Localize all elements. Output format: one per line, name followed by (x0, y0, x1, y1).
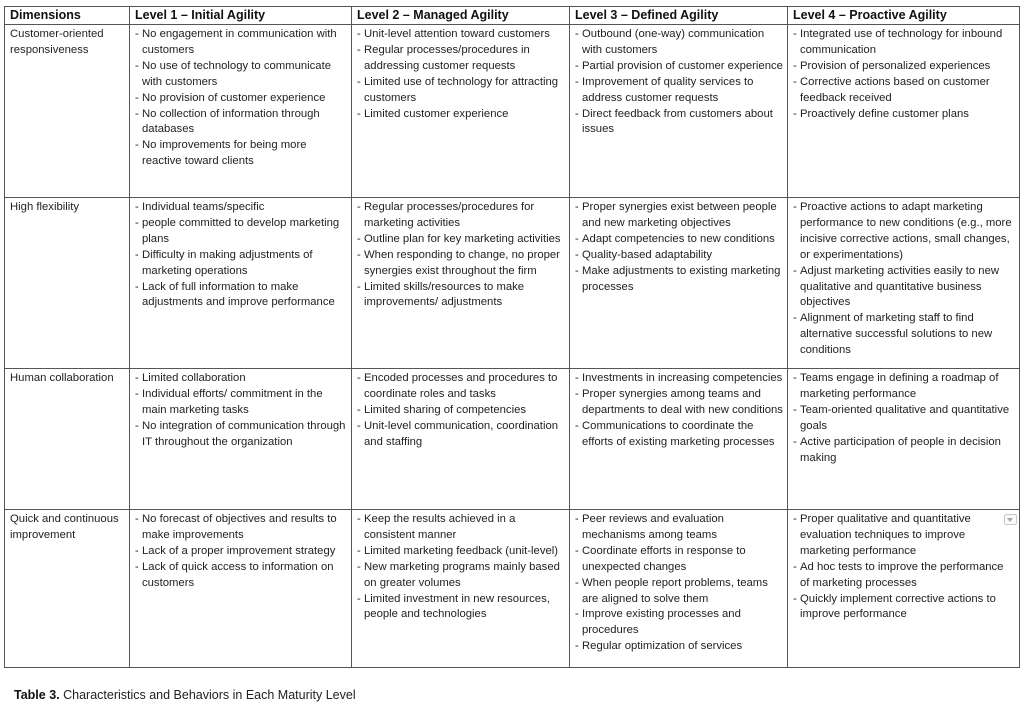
list-item: - Quality-based adaptability (575, 248, 783, 264)
level-cell (570, 369, 788, 510)
header-level-3: Level 3 – Defined Agility (570, 7, 788, 25)
list-item: - Team-oriented qualitative and quantitative goals (793, 403, 1015, 435)
list-item: - Adapt competencies to new conditions (575, 232, 783, 248)
list-item: - Ad hoc tests to improve the performance of marketing processes (793, 560, 1015, 592)
level-cell (788, 510, 1020, 668)
list-item: - Limited use of technology for attracting customers (357, 75, 565, 107)
level-cell (352, 510, 570, 668)
list-item: - Improvement of quality services to address customer requests (575, 75, 783, 107)
level-cell (130, 198, 352, 369)
list-item: - Communications to coordinate the efforts of existing marketing processes (575, 419, 783, 451)
list-item: - No integration of communication through IT throughout the organization (135, 419, 347, 451)
list-item: - Regular processes/procedures for marketing activities (357, 200, 565, 232)
table-row (5, 369, 1020, 510)
list-item: - Encoded processes and procedures to coordinate roles and tasks (357, 371, 565, 403)
list-item: - Quickly implement corrective actions to improve performance (793, 592, 1015, 624)
header-level-4: Level 4 – Proactive Agility (788, 7, 1020, 25)
list-item: - Lack of full information to make adjustments and improve performance (135, 280, 347, 312)
level-cell (570, 198, 788, 369)
list-item: - Proper synergies among teams and departments to deal with new conditions (575, 387, 783, 419)
level-cell (352, 25, 570, 198)
list-item: - people committed to develop marketing plans (135, 216, 347, 248)
maturity-table (4, 6, 1020, 668)
level-cell (788, 198, 1020, 369)
table-row (5, 25, 1020, 198)
table-row (5, 510, 1020, 668)
table-row (5, 198, 1020, 369)
list-item: - Regular processes/procedures in addressing customer requests (357, 43, 565, 75)
level-cell (130, 25, 352, 198)
list-item: - Improve existing processes and procedures (575, 607, 783, 639)
level-cell (788, 25, 1020, 198)
header-level-2: Level 2 – Managed Agility (352, 7, 570, 25)
list-item: - Limited collaboration (135, 371, 347, 387)
list-item: - When people report problems, teams are aligned to solve them (575, 576, 783, 608)
list-item: - New marketing programs mainly based on greater volumes (357, 560, 565, 592)
list-item: - Proper synergies exist between people and new marketing objectives (575, 200, 783, 232)
list-item: - Limited sharing of competencies (357, 403, 565, 419)
table-header-row (5, 7, 1020, 25)
level-cell (570, 510, 788, 668)
list-item: - Outline plan for key marketing activities (357, 232, 565, 248)
list-item: - When responding to change, no proper synergies exist throughout the firm (357, 248, 565, 280)
list-item: - Direct feedback from customers about issues (575, 107, 783, 139)
list-item: - Individual efforts/ commitment in the main marketing tasks (135, 387, 347, 419)
list-item: - No engagement in communication with customers (135, 27, 347, 59)
list-item: - Integrated use of technology for inbound communication (793, 27, 1015, 59)
list-item: - Lack of a proper improvement strategy (135, 544, 347, 560)
list-item: - Coordinate efforts in response to unexpected changes (575, 544, 783, 576)
list-item: - Outbound (one-way) communication with customers (575, 27, 783, 59)
list-item: - Keep the results achieved in a consistent manner (357, 512, 565, 544)
list-item: - Limited investment in new resources, people and technologies (357, 592, 565, 624)
level-cell (130, 510, 352, 668)
level-cell (788, 369, 1020, 510)
list-item: - Partial provision of customer experience (575, 59, 783, 75)
list-item: - Limited customer experience (357, 107, 565, 123)
header-dimensions: Dimensions (5, 7, 130, 25)
caption-label: Table 3. (14, 688, 60, 702)
table-caption (14, 688, 356, 702)
list-item: - Corrective actions based on customer feedback received (793, 75, 1015, 107)
list-item: - No forecast of objectives and results to make improvements (135, 512, 347, 544)
list-item: - Active participation of people in decision making (793, 435, 1015, 467)
list-item: - Alignment of marketing staff to find alternative successful solutions to new conditions (793, 311, 1015, 359)
list-item: - No improvements for being more reactive toward clients (135, 138, 347, 170)
list-item: - Regular optimization of services (575, 639, 783, 655)
list-item: - Unit-level attention toward customers (357, 27, 565, 43)
level-cell (130, 369, 352, 510)
list-item: - Investments in increasing competencies (575, 371, 783, 387)
level-cell (352, 369, 570, 510)
list-item: - Proactive actions to adapt marketing performance to new conditions (e.g., more incisive corrective actions, small changes, or experimentations) (793, 200, 1015, 264)
list-item: - Teams engage in defining a roadmap of marketing performance (793, 371, 1015, 403)
list-item: - Limited marketing feedback (unit-level) (357, 544, 565, 560)
list-item: - Lack of quick access to information on customers (135, 560, 347, 592)
dimension-cell: Quick and continuous improvement (5, 510, 130, 668)
level-cell (352, 198, 570, 369)
list-item: - No provision of customer experience (135, 91, 347, 107)
list-item: - Adjust marketing activities easily to new qualitative and quantitative business objectives (793, 264, 1015, 312)
list-item: - Individual teams/specific (135, 200, 347, 216)
list-item: - Peer reviews and evaluation mechanisms among teams (575, 512, 783, 544)
list-item: - Proper qualitative and quantitative evaluation techniques to improve marketing performance (793, 512, 1015, 560)
list-item: - Unit-level communication, coordination and staffing (357, 419, 565, 451)
list-item: - Limited skills/resources to make improvements/ adjustments (357, 280, 565, 312)
list-item: - Difficulty in making adjustments of marketing operations (135, 248, 347, 280)
list-item: - No collection of information through databases (135, 107, 347, 139)
list-item: - Proactively define customer plans (793, 107, 1015, 123)
dimension-cell: Human collaboration (5, 369, 130, 510)
list-item: - Make adjustments to existing marketing processes (575, 264, 783, 296)
caption-text: Characteristics and Behaviors in Each Maturity Level (59, 688, 356, 702)
dimension-cell: Customer-oriented responsiveness (5, 25, 130, 198)
dimension-cell: High flexibility (5, 198, 130, 369)
header-level-1: Level 1 – Initial Agility (130, 7, 352, 25)
list-item: - Provision of personalized experiences (793, 59, 1015, 75)
list-item: - No use of technology to communicate with customers (135, 59, 347, 91)
level-cell (570, 25, 788, 198)
